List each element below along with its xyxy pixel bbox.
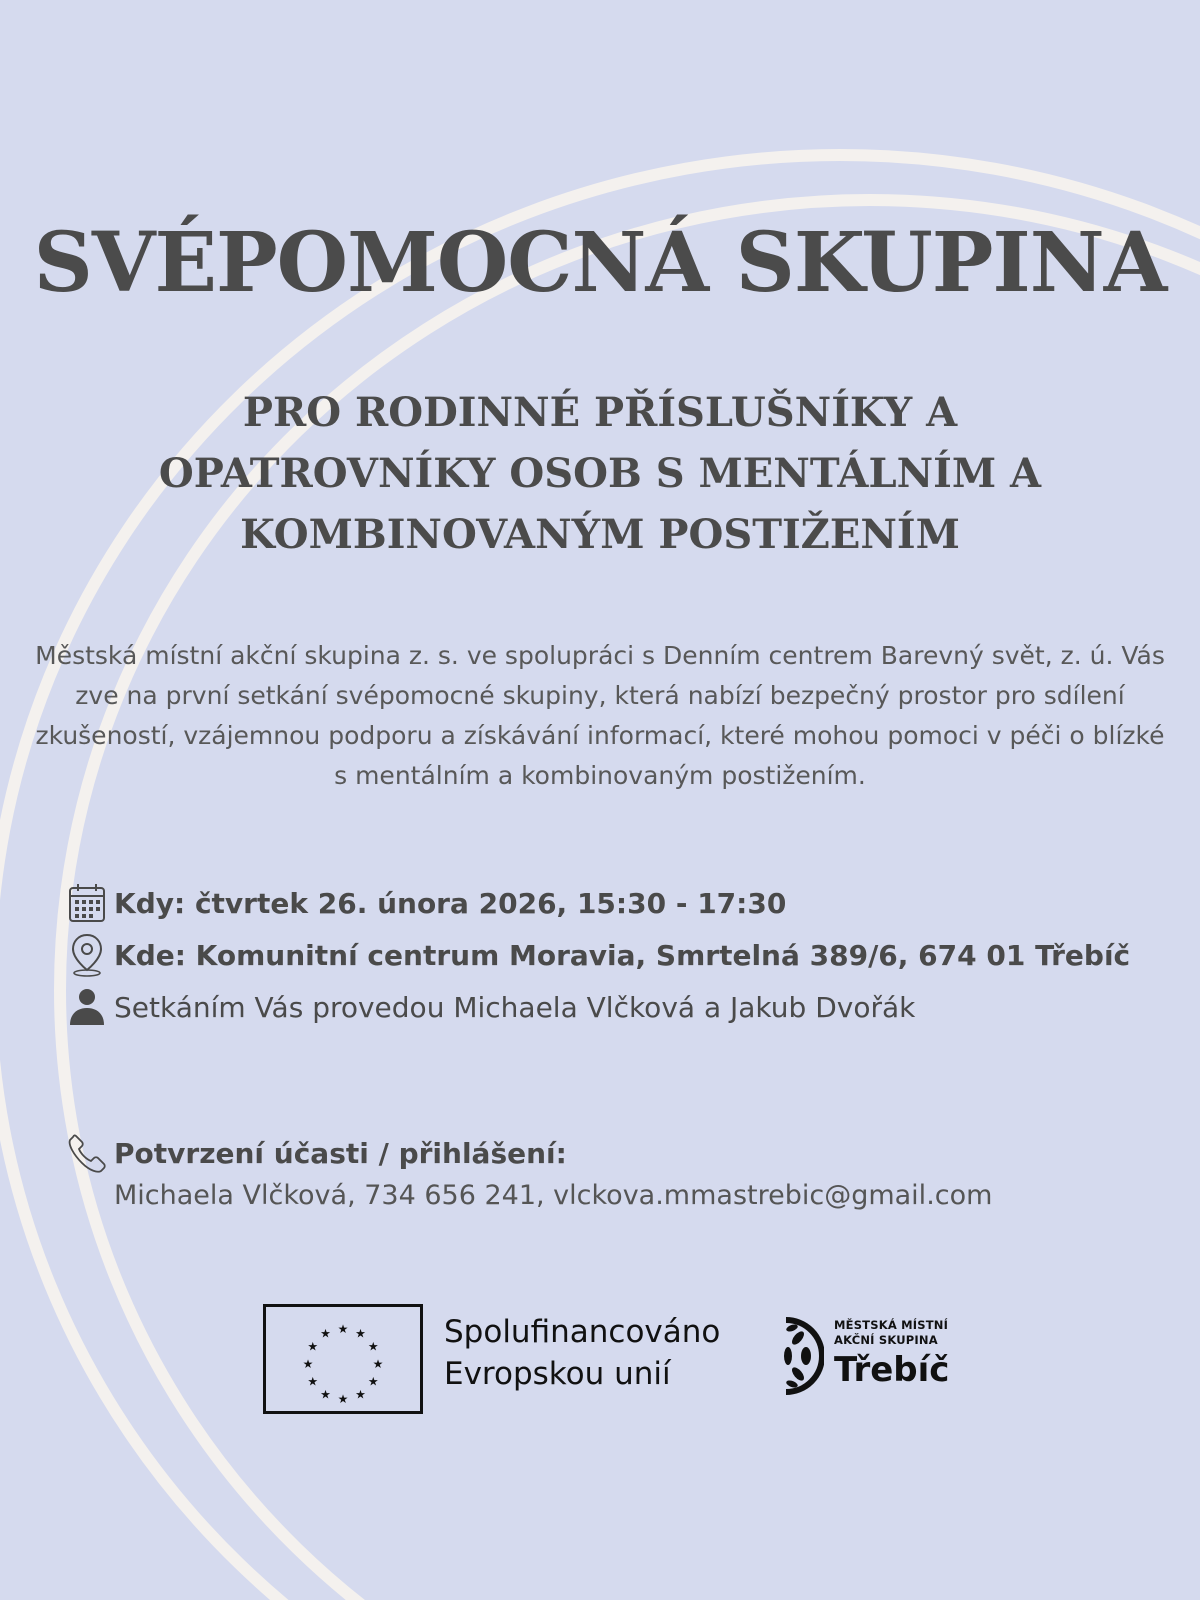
event-hosts-text: Setkáním Vás provedou Michaela Vlčková a Jakub Dvořák (114, 990, 916, 1024)
eu-flag-logo (263, 1304, 423, 1414)
event-when-text: Kdy: čtvrtek 26. února 2026, 15:30 - 17:30 (114, 886, 787, 920)
event-where-text: Kde: Komunitní centrum Moravia, Smrtelná 389/6, 674 01 Třebíč (114, 938, 1131, 972)
phone-icon (66, 1130, 108, 1176)
intro-paragraph: Městská místní akční skupina z. s. ve spolupráci s Denním centrem Barevný svět, z. ú. Vás zve na první setkání svépomocné skupiny, která nabízí bezpečný prostor pro sdílení zkušeností, vzájemnou podporu a získávání informací, které mohou pomoci v péči o blízké s mentálním a kombinovaným postižením. (35, 641, 1165, 790)
eu-line-1: Spolufinancováno (444, 1314, 721, 1350)
event-when (66, 880, 786, 926)
contact-detail: Michaela Vlčková, 734 656 241, vlckova.mmastrebic@gmail.com (114, 1180, 993, 1211)
calendar-icon (66, 880, 108, 926)
mas-line-1: MĚSTSKÁ MÍSTNÍ (834, 1318, 949, 1332)
svg-text:★: ★ (307, 1339, 319, 1354)
map-pin-icon (66, 932, 108, 978)
svg-text:★: ★ (307, 1374, 319, 1389)
mas-line-2: AKČNÍ SKUPINA (834, 1333, 938, 1347)
event-where (66, 932, 1130, 978)
subtitle: PRO RODINNÉ PŘÍSLUŠNÍKY A OPATROVNÍKY OSOB S MENTÁLNÍM A KOMBINOVANÝM POSTIŽENÍM (158, 389, 1042, 558)
svg-text:★: ★ (320, 1326, 331, 1341)
person-icon (66, 984, 108, 1030)
svg-text:★: ★ (355, 1387, 366, 1402)
svg-text:★: ★ (367, 1374, 379, 1389)
contact-label-row (66, 1130, 567, 1176)
event-hosts (66, 984, 915, 1030)
eu-cofinanced-text (444, 1311, 764, 1395)
svg-text:★: ★ (320, 1387, 331, 1402)
mas-name: Třebíč (834, 1350, 950, 1390)
eu-line-2: Evropskou unií (444, 1356, 671, 1392)
svg-text:★: ★ (372, 1357, 384, 1371)
mas-title (834, 1318, 948, 1348)
svg-text:★: ★ (367, 1339, 379, 1354)
mas-trebic-logo (782, 1316, 962, 1396)
contact-label: Potvrzení účasti / přihlášení: (114, 1136, 567, 1170)
svg-text:★: ★ (302, 1357, 314, 1371)
svg-text:★: ★ (337, 1392, 349, 1406)
svg-text:★: ★ (355, 1326, 366, 1341)
page-title: SVÉPOMOCNÁ SKUPINA (33, 215, 1167, 311)
svg-text:★: ★ (337, 1322, 349, 1336)
